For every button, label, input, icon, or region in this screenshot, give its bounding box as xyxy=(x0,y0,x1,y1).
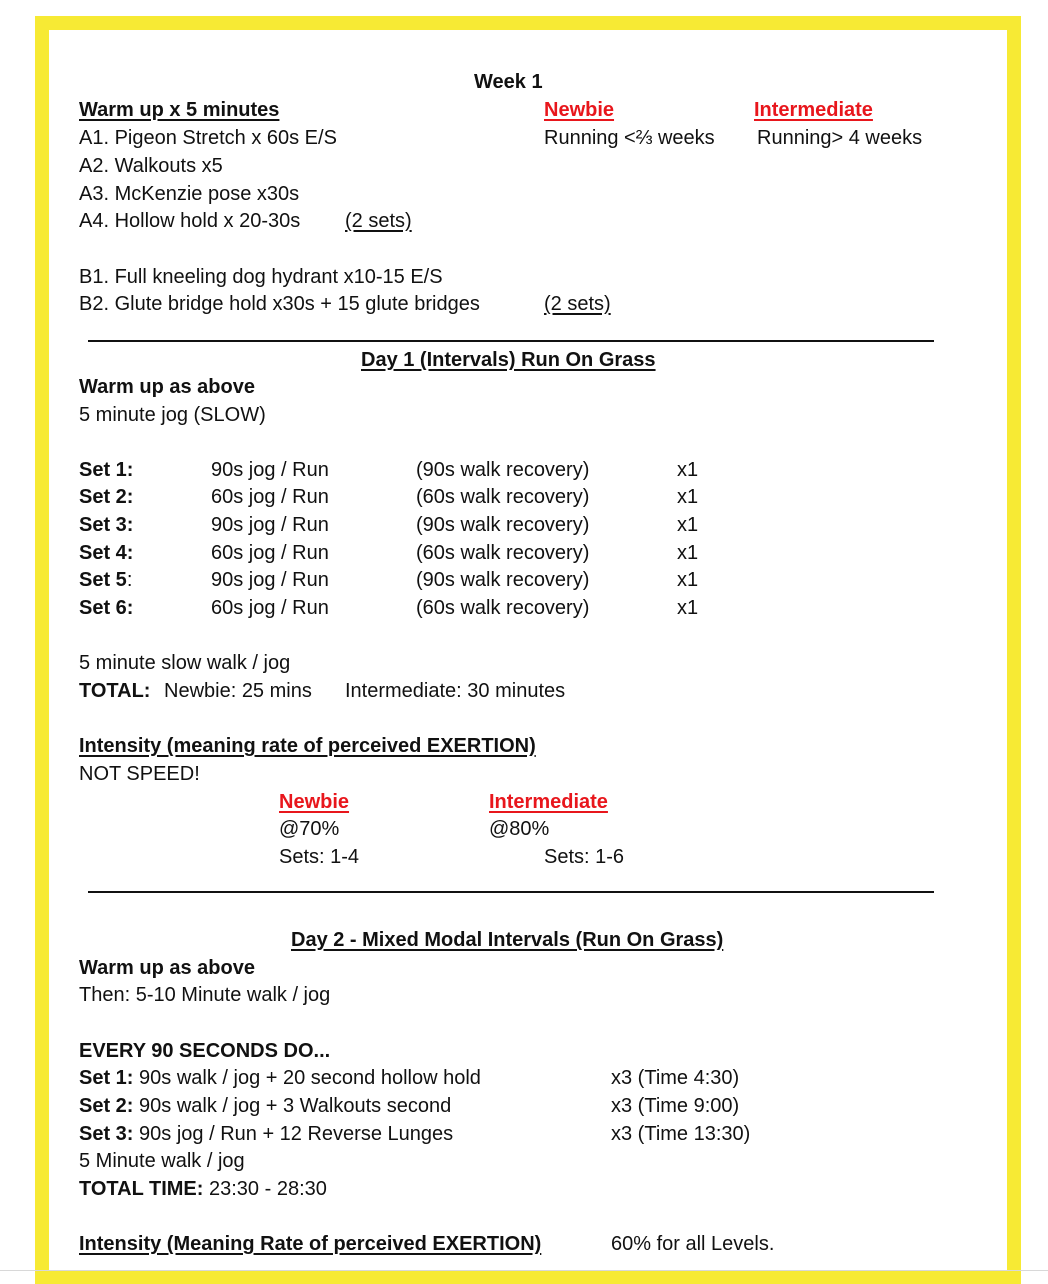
day1-cooldown: 5 minute slow walk / jog xyxy=(79,652,291,674)
set-reps: x3 (Time 4:30) xyxy=(611,1067,740,1089)
set-reps: x3 (Time 13:30) xyxy=(611,1123,751,1145)
day1-title: Day 1 (Intervals) Run On Grass xyxy=(361,349,656,371)
set-reps: x1 xyxy=(677,514,699,536)
set-recovery: (90s walk recovery) xyxy=(416,514,590,536)
day2-title: Day 2 - Mixed Modal Intervals (Run On Grass) xyxy=(291,929,724,951)
set-label-colon: : xyxy=(126,569,133,591)
newbie-label: Newbie xyxy=(544,99,615,121)
day1-intensity-heading: Intensity (meaning rate of perceived EXERTION) xyxy=(79,735,536,757)
divider xyxy=(88,340,934,342)
set-recovery: (60s walk recovery) xyxy=(416,597,590,619)
day1-intermediate-label: Intermediate xyxy=(489,791,608,813)
set-label: Set 2: xyxy=(79,1095,134,1117)
set-work: 90s jog / Run xyxy=(211,459,329,481)
day1-newbie-pct: @70% xyxy=(279,818,340,840)
set-work: 90s jog / Run xyxy=(211,569,329,591)
set-label: Set 4: xyxy=(79,542,134,564)
set-recovery: (90s walk recovery) xyxy=(416,459,590,481)
day1-jog: 5 minute jog (SLOW) xyxy=(79,404,266,426)
day2-set-row xyxy=(79,1122,453,1146)
day2-every: EVERY 90 SECONDS DO... xyxy=(79,1040,331,1062)
warmup-a-sets: (2 sets) xyxy=(345,210,412,232)
set-label: Set 6: xyxy=(79,597,134,619)
warmup-b1: B1. Full kneeling dog hydrant x10-15 E/S xyxy=(79,266,443,288)
day2-set-row xyxy=(79,1066,481,1090)
newbie-desc: Running <⅔ weeks xyxy=(544,127,715,149)
day1-newbie-sets: Sets: 1-4 xyxy=(279,846,360,868)
day1-newbie-label: Newbie xyxy=(279,791,350,813)
warmup-a1: A1. Pigeon Stretch x 60s E/S xyxy=(79,127,337,149)
set-label: Set 2: xyxy=(79,486,134,508)
day1-total-label: TOTAL: xyxy=(79,680,151,702)
day1-intermediate-pct: @80% xyxy=(489,818,550,840)
day1-total-intermediate: Intermediate: 30 minutes xyxy=(345,680,566,702)
set-label: Set 1: xyxy=(79,1067,134,1089)
day2-intensity-heading: Intensity (Meaning Rate of perceived EXERTION) xyxy=(79,1233,542,1255)
set-desc: 90s walk / jog + 3 Walkouts second xyxy=(139,1095,452,1117)
week-title: Week 1 xyxy=(474,71,543,93)
set-desc: 90s walk / jog + 20 second hollow hold xyxy=(139,1067,481,1089)
intermediate-desc: Running> 4 weeks xyxy=(757,127,923,149)
warmup-heading: Warm up x 5 minutes xyxy=(79,99,280,121)
set-work: 60s jog / Run xyxy=(211,486,329,508)
set-recovery: (60s walk recovery) xyxy=(416,486,590,508)
warmup-a4: A4. Hollow hold x 20-30s xyxy=(79,210,301,232)
set-reps: x1 xyxy=(677,597,699,619)
day2-warmup: Warm up as above xyxy=(79,957,255,979)
day2-total-row xyxy=(79,1177,327,1201)
set-reps: x1 xyxy=(677,459,699,481)
set-reps: x1 xyxy=(677,486,699,508)
day2-cooldown: 5 Minute walk / jog xyxy=(79,1150,245,1172)
day1-warmup: Warm up as above xyxy=(79,376,255,398)
warmup-a2: A2. Walkouts x5 xyxy=(79,155,223,177)
set-work: 60s jog / Run xyxy=(211,597,329,619)
day2-total-value: 23:30 - 28:30 xyxy=(209,1178,327,1200)
set-label-wrap xyxy=(79,568,132,592)
set-work: 60s jog / Run xyxy=(211,542,329,564)
set-label: Set 3: xyxy=(79,514,134,536)
warmup-b-sets: (2 sets) xyxy=(544,293,611,315)
set-reps: x1 xyxy=(677,542,699,564)
day1-total-newbie: Newbie: 25 mins xyxy=(164,680,312,702)
day1-not-speed: NOT SPEED! xyxy=(79,763,200,785)
set-label: Set 3: xyxy=(79,1123,134,1145)
page-edge-line xyxy=(0,1270,1048,1271)
set-label: Set 1: xyxy=(79,459,134,481)
set-recovery: (90s walk recovery) xyxy=(416,569,590,591)
set-label: Set 5 xyxy=(79,569,127,591)
day2-total-label: TOTAL TIME: xyxy=(79,1178,204,1200)
day2-set-row xyxy=(79,1094,451,1118)
warmup-a3: A3. McKenzie pose x30s xyxy=(79,183,300,205)
warmup-b2: B2. Glute bridge hold x30s + 15 glute bridges xyxy=(79,293,480,315)
intermediate-label: Intermediate xyxy=(754,99,873,121)
day2-intensity-value: 60% for all Levels. xyxy=(611,1233,775,1255)
day1-intermediate-sets: Sets: 1-6 xyxy=(544,846,625,868)
set-desc: 90s jog / Run + 12 Reverse Lunges xyxy=(139,1123,454,1145)
set-recovery: (60s walk recovery) xyxy=(416,542,590,564)
set-reps: x1 xyxy=(677,569,699,591)
set-reps: x3 (Time 9:00) xyxy=(611,1095,740,1117)
day2-then: Then: 5-10 Minute walk / jog xyxy=(79,984,331,1006)
divider xyxy=(88,891,934,893)
set-work: 90s jog / Run xyxy=(211,514,329,536)
